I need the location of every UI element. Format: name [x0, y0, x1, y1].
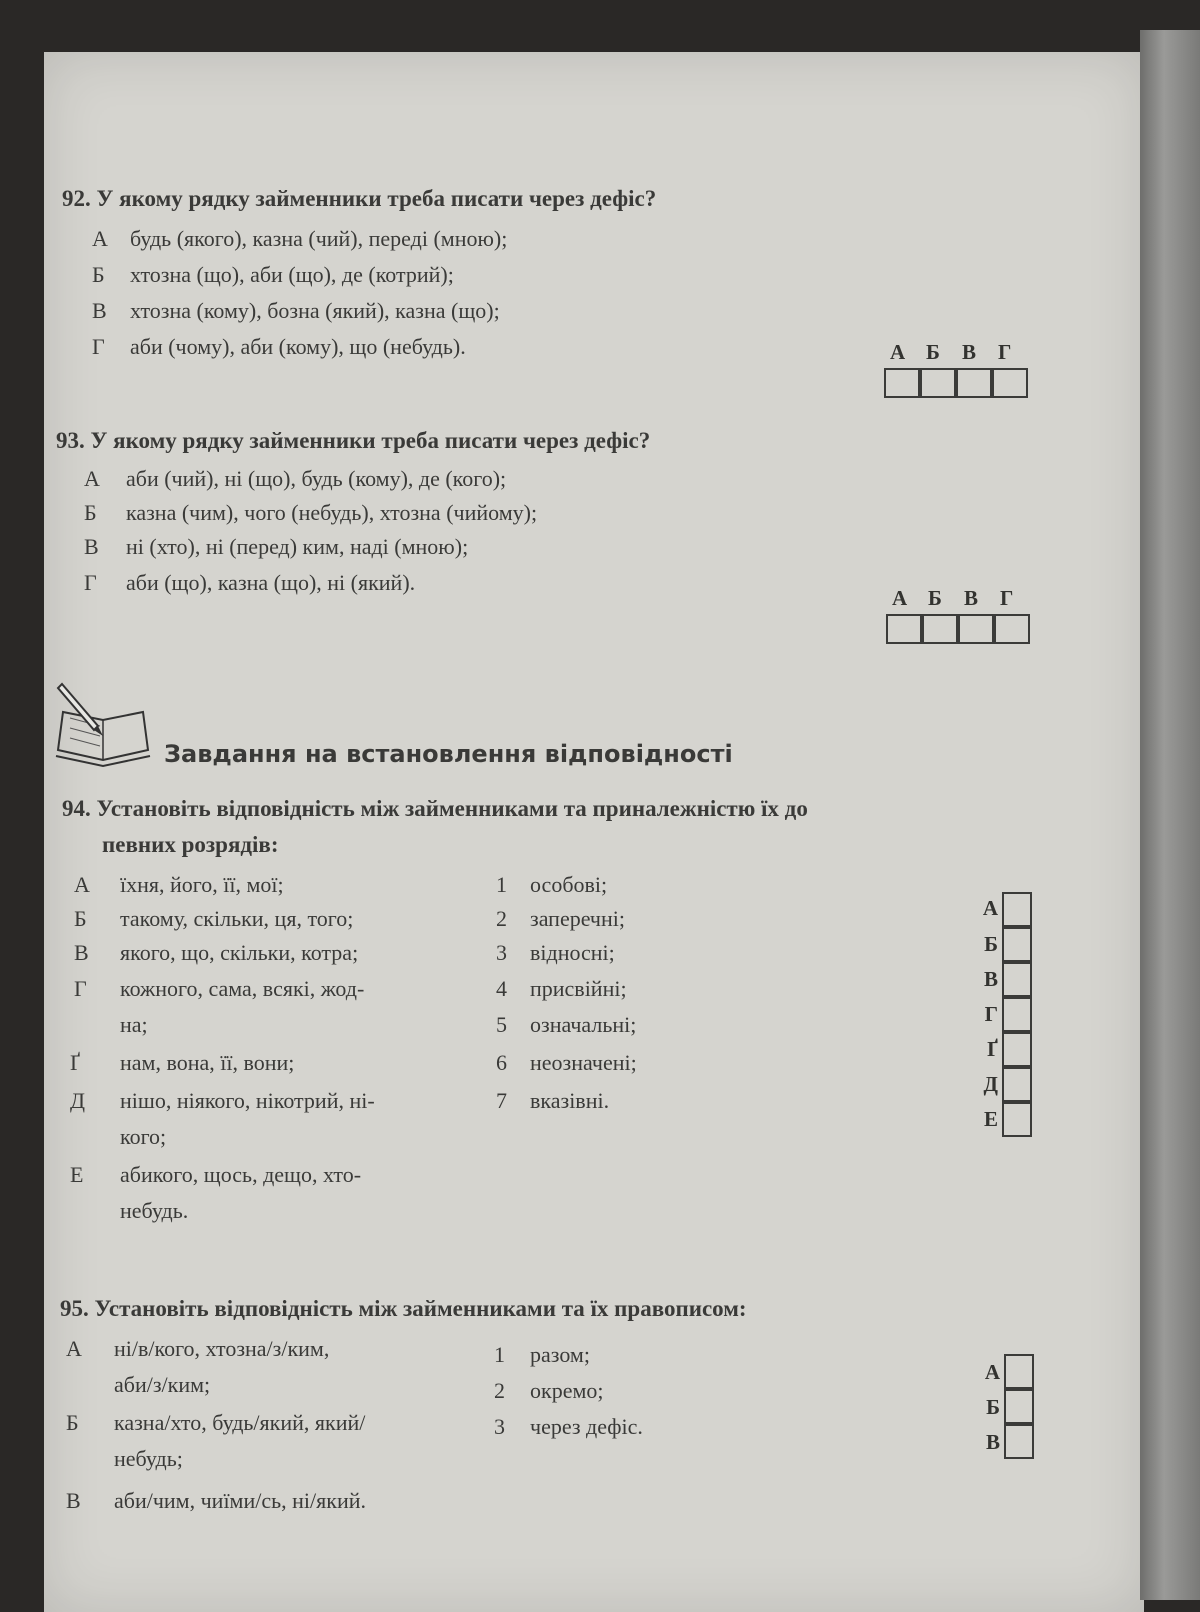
q95-answer-box[interactable]: [1004, 1424, 1034, 1459]
q92-option-b: хтозна (що), аби (що), де (котрий);: [130, 262, 454, 287]
q93-answer-box-v[interactable]: [958, 614, 994, 644]
q94-answer-letter: В: [983, 967, 998, 991]
q93-option-g: аби (що), казна (що), ні (який).: [126, 570, 416, 595]
q92-title: 92. У якому рядку займенники треба писати через дефіс?: [62, 186, 657, 211]
q93-answer-box-g[interactable]: [994, 614, 1030, 644]
q94-left-item: такому, скільки, ця, того;: [120, 906, 354, 931]
q94-right-item: неозначені;: [530, 1050, 637, 1075]
q95-answer-letter: Б: [986, 1395, 1000, 1419]
q95-right-item: окремо;: [530, 1378, 604, 1403]
q92-answer-header: Г: [998, 340, 1012, 364]
q94-left-item: кожного, сама, всякі, жод-: [120, 976, 365, 1001]
q93-option-a: аби (чий), ні (що), будь (кому), де (кого);: [126, 466, 507, 491]
q95-answer-column: [978, 1354, 1050, 1466]
q95-answer-letter: В: [985, 1430, 1000, 1454]
q95-left-item-cont: небудь;: [114, 1446, 183, 1471]
q95-left-item-cont: аби/з/ким;: [114, 1372, 211, 1397]
q94-left-letter: А: [74, 872, 90, 897]
q92-answer-box-g[interactable]: [992, 368, 1028, 398]
q94-left-letter: Д: [70, 1088, 86, 1113]
q95-left-item: аби/чим, чиїми/сь, ні/який.: [114, 1488, 367, 1513]
q94-right-item: заперечні;: [530, 906, 625, 931]
q95-answer-letter: А: [984, 1360, 1000, 1384]
q93-answer-header: Г: [1000, 586, 1014, 610]
q92-answer-box-a[interactable]: [884, 368, 920, 398]
q92-option-letter: В: [92, 298, 107, 323]
q94-left-item: абикого, щось, дещо, хто-: [120, 1162, 362, 1187]
q94-answer-letter: Ґ: [987, 1037, 998, 1061]
q94-right-number: 7: [496, 1088, 507, 1113]
q94-answer-box[interactable]: [1002, 892, 1032, 927]
q95-right-number: 3: [494, 1414, 505, 1439]
q94-left-letter: Б: [74, 906, 87, 931]
q94-left-letter: Г: [74, 976, 87, 1001]
section-title: Завдання на встановлення відповідності: [164, 740, 733, 768]
q94-answer-box[interactable]: [1002, 1032, 1032, 1067]
q94-left-item-cont: небудь.: [120, 1198, 189, 1223]
q94-right-number: 4: [496, 976, 507, 1001]
q94-answer-letter: Г: [984, 1002, 998, 1026]
q94-right-number: 3: [496, 940, 507, 965]
q93-title: 93. У якому рядку займенники треба писати через дефіс?: [56, 428, 651, 453]
q93-answer-header: Б: [928, 586, 942, 610]
q95-answer-box[interactable]: [1004, 1354, 1034, 1389]
q94-answer-letter: Е: [983, 1107, 998, 1131]
q92-option-v: хтозна (кому), бозна (який), казна (що);: [130, 298, 500, 323]
q94-right-number: 6: [496, 1050, 507, 1075]
q95-right-item: через дефіс.: [530, 1414, 643, 1439]
q95-answer-box[interactable]: [1004, 1389, 1034, 1424]
q94-right-item: присвійні;: [530, 976, 627, 1001]
q94-left-item: якого, що, скільки, котра;: [120, 940, 359, 965]
q94-left-item: нам, вона, її, вони;: [120, 1050, 295, 1075]
q93-answer-box-b[interactable]: [922, 614, 958, 644]
q92-answer-box-v[interactable]: [956, 368, 992, 398]
q93-option-b: казна (чим), чого (небудь), хтозна (чийому);: [126, 500, 538, 525]
q92-answer-header: В: [962, 340, 977, 364]
q95-title: 95. Установіть відповідність між займенниками та їх правописом:: [60, 1296, 747, 1321]
book-pencil-icon: [48, 680, 158, 780]
q94-left-letter: Е: [70, 1162, 84, 1187]
q94-right-number: 1: [496, 872, 507, 897]
q94-title-line2: певних розрядів:: [102, 832, 279, 857]
q93-option-letter: А: [84, 466, 100, 491]
q94-left-item-cont: на;: [120, 1012, 148, 1037]
q94-answer-box[interactable]: [1002, 1102, 1032, 1137]
q94-answer-letter: А: [982, 896, 998, 920]
q95-left-letter: В: [66, 1488, 81, 1513]
q93-answer-header: А: [892, 586, 908, 610]
q94-answer-letter: Д: [983, 1072, 998, 1096]
q95-left-item: ні/в/кого, хтозна/з/ким,: [114, 1336, 330, 1361]
q95-right-item: разом;: [530, 1342, 590, 1367]
q95-right-number: 2: [494, 1378, 505, 1403]
q92-option-letter: Г: [92, 334, 105, 359]
q93-answer-header: В: [964, 586, 979, 610]
q94-answer-box[interactable]: [1002, 1067, 1032, 1102]
q94-right-item: означальні;: [530, 1012, 637, 1037]
q94-left-item: їхня, його, її, мої;: [120, 872, 284, 897]
q92-answer-box-b[interactable]: [920, 368, 956, 398]
q94-answer-box[interactable]: [1002, 927, 1032, 962]
q95-left-letter: Б: [66, 1410, 79, 1435]
q94-left-item: нішо, ніякого, нікотрий, ні-: [120, 1088, 375, 1113]
q92-option-a: будь (якого), казна (чий), переді (мною);: [130, 226, 508, 251]
q94-answer-column: [976, 892, 1048, 1152]
q94-right-item: вказівні.: [530, 1088, 610, 1113]
q92-answer-header: Б: [926, 340, 940, 364]
q93-option-v: ні (хто), ні (перед) ким, наді (мною);: [126, 534, 469, 559]
q94-left-letter: В: [74, 940, 89, 965]
q94-answer-letter: Б: [984, 932, 998, 956]
q92-option-g: аби (чому), аби (кому), що (небудь).: [130, 334, 466, 359]
q94-right-number: 5: [496, 1012, 507, 1037]
q95-right-number: 1: [494, 1342, 505, 1367]
q94-answer-box[interactable]: [1002, 962, 1032, 997]
q93-option-letter: Б: [84, 500, 97, 525]
q94-answer-box[interactable]: [1002, 997, 1032, 1032]
q92-answer-header: А: [890, 340, 906, 364]
q93-option-letter: В: [84, 534, 99, 559]
q93-option-letter: Г: [84, 570, 97, 595]
q94-right-item: особові;: [530, 872, 608, 897]
q95-left-letter: А: [66, 1336, 82, 1361]
q94-right-item: відносні;: [530, 940, 615, 965]
q94-left-item-cont: кого;: [120, 1124, 167, 1149]
q95-left-item: казна/хто, будь/який, який/: [114, 1410, 366, 1435]
q94-right-number: 2: [496, 906, 507, 931]
page-edge: [1140, 30, 1200, 1600]
q94-left-letter: Ґ: [70, 1050, 80, 1075]
q92-option-letter: А: [92, 226, 108, 251]
q94-title-line1: 94. Установіть відповідність між займенниками та приналежністю їх до: [62, 796, 808, 821]
q92-option-letter: Б: [92, 262, 105, 287]
q93-answer-box-a[interactable]: [886, 614, 922, 644]
